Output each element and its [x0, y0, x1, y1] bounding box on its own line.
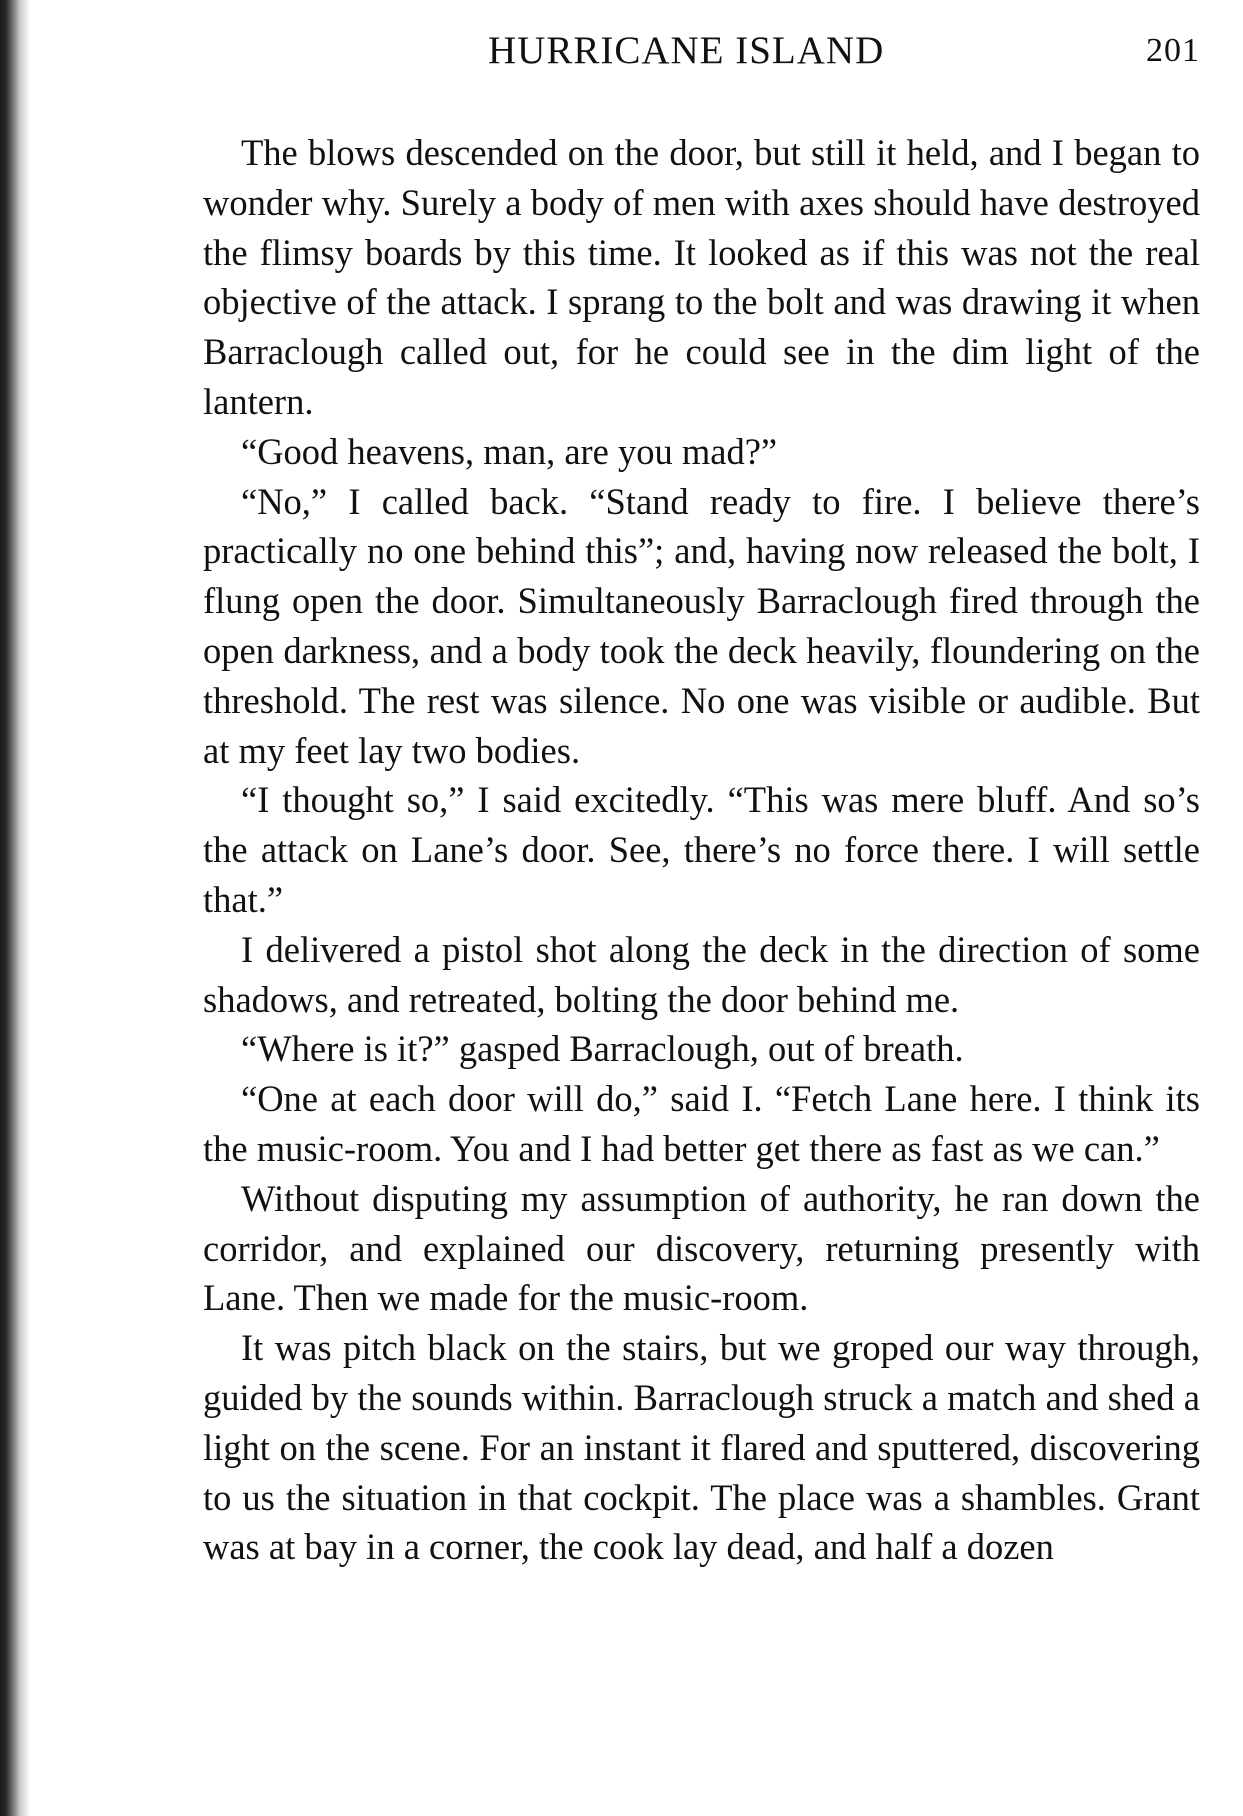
- running-title: HURRICANE ISLAND: [488, 29, 885, 72]
- paragraph: “Good heavens, man, are you mad?”: [241, 430, 778, 472]
- paragraph: Without disputing my assumption of authority, he ran down the corridor, and explained our discovery, returning presently with Lane. Then we made for the music-room.: [203, 1177, 1200, 1319]
- paragraph: “I thought so,” I said excitedly. “This was mere bluff. And so’s the attack on Lane’s door. See, there’s no force there. I will settle that.”: [203, 779, 1200, 920]
- page-number: 201: [1146, 32, 1200, 69]
- paragraph: I delivered a pistol shot along the deck in the direction of some shadows, and retreated, bolting the door behind me.: [203, 928, 1200, 1020]
- page-binding-shadow: [0, 0, 30, 1816]
- paragraph: It was pitch black on the stairs, but we groped our way through, guided by the sounds within. Barraclough struck a match and shed a light on the scene. For an instant it flared and sputtered, discovering to us the situation in that cockpit. The place was a shambles. Grant was at bay in a corner, the cook lay dead, and half a dozen: [203, 1327, 1200, 1568]
- paragraph: “No,” I called back. “Stand ready to fire. I believe there’s practically no one behind this”; and, having now released the bolt, I flung open the door. Simultaneously Barraclough fired through the open darkness, and a body took the deck heavily, floundering on the threshold. The rest was silence. No one was visible or audible. But at my feet lay two bodies.: [203, 480, 1200, 771]
- paragraph: “Where is it?” gasped Barraclough, out of breath.: [241, 1028, 964, 1070]
- paragraph: The blows descended on the door, but still it held, and I began to wonder why. Surely a body of men with axes should have destroyed the flimsy boards by this time. It looked as if this was not the real objective of the attack. I sprang to the bolt and was drawing it when Barraclough called out, for he could see in the dim light of the lantern.: [203, 132, 1200, 422]
- page-header: [200, 28, 1200, 78]
- body-text: [203, 128, 1200, 1572]
- paragraph: “One at each door will do,” said I. “Fetch Lane here. I think its the music-room. You and I had better get there as fast as we can.”: [203, 1078, 1200, 1169]
